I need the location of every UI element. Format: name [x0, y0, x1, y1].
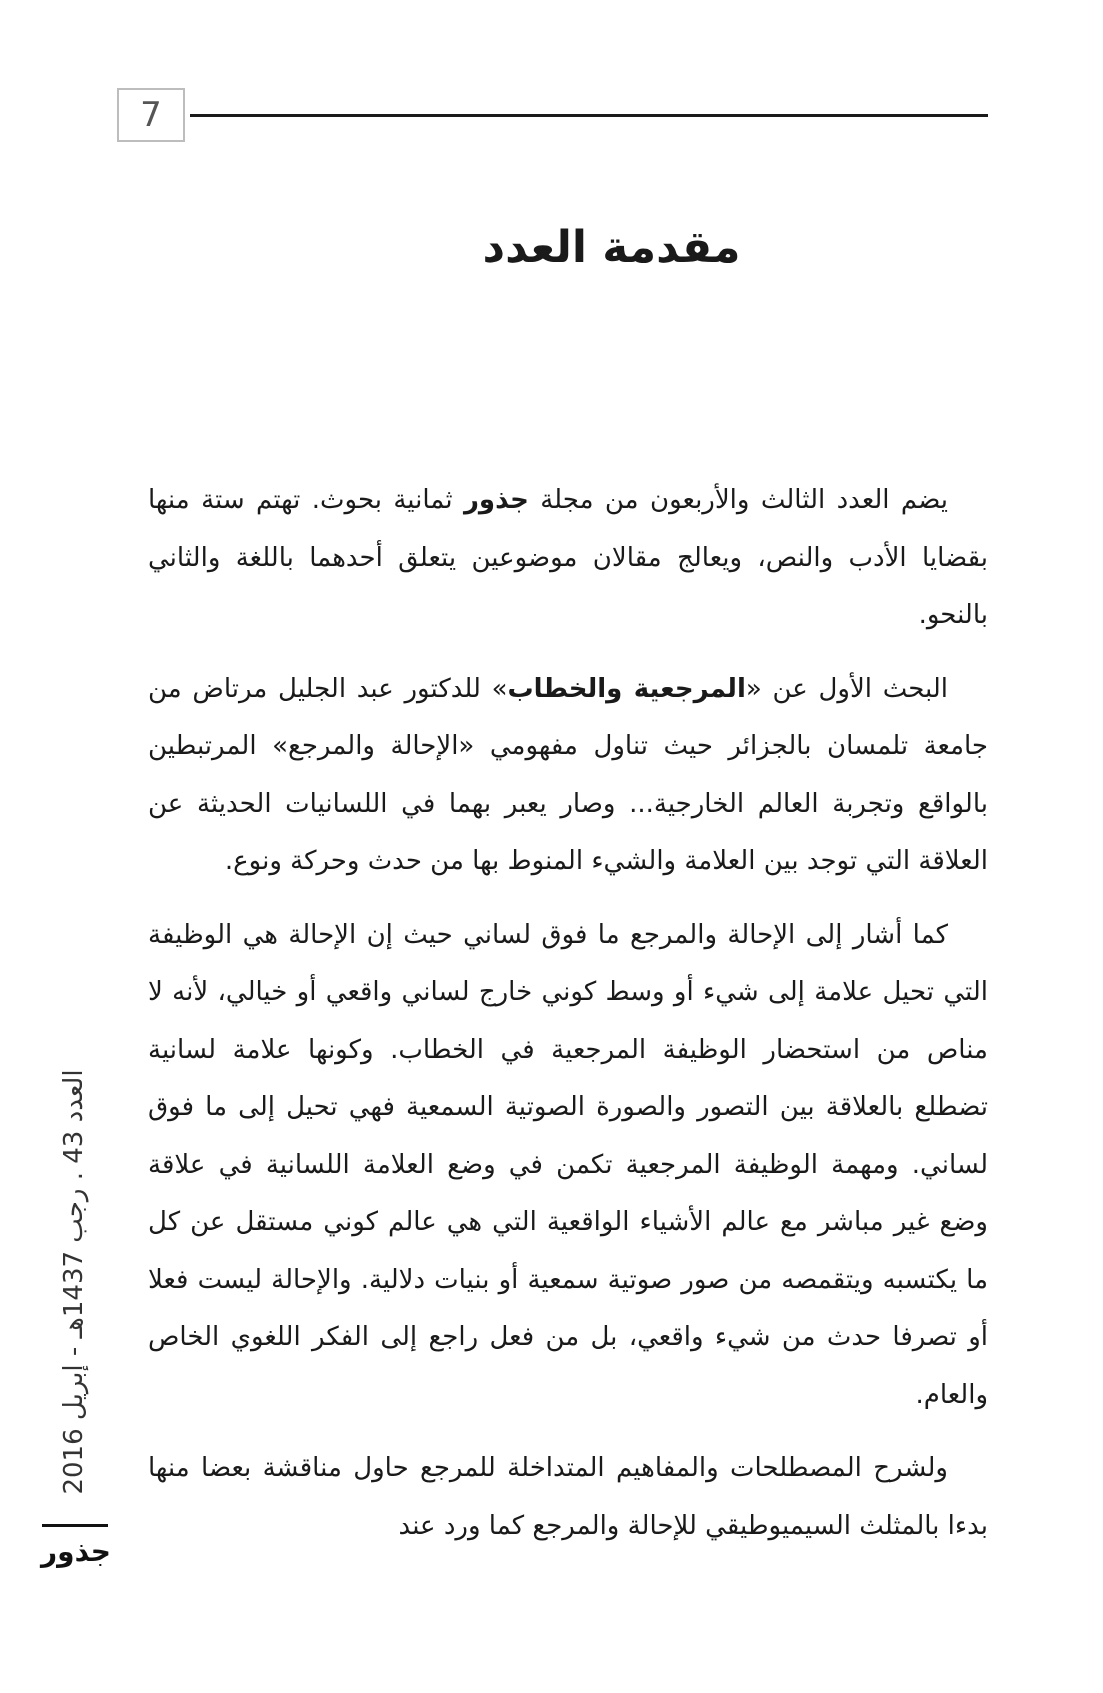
paragraph-2-text-b: » للدكتور عبد الجليل مرتاض من جامعة تلمسان بالجزائر حيث تناول مفهومي «الإحالة والمرجع» المرتبطين بالواقع وتجربة العالم الخارجية... وصار يعبر بهما في اللسانيات الحديثة عن العلاقة التي توجد بين العلامة والشيء المنوط بها من حدث وحركة ونوع. [148, 673, 988, 876]
logo-bar [42, 1524, 108, 1527]
article-title: المرجعية والخطاب [507, 673, 746, 704]
paragraph-1-text-a: يضم العدد الثالث والأربعون من مجلة [528, 485, 948, 515]
page-title: مقدمة العدد [482, 222, 741, 273]
page-number: 7 [117, 88, 185, 142]
header-rule [190, 114, 988, 117]
issue-caption: العدد 43 . رجب 1437هـ - إبريل 2016 [59, 1069, 89, 1495]
journal-name: جذور [463, 485, 529, 515]
paragraph-4-text: ولشرح المصطلحات والمفاهيم المتداخلة للمرجع حاول مناقشة بعضا منها بدءا بالمثلث السيميوطيقي للإحالة والمرجع كما ورد عند [148, 1453, 988, 1541]
body-text [148, 472, 988, 1571]
paragraph-1 [148, 472, 988, 645]
paragraph-2-text-a: البحث الأول عن « [745, 673, 949, 704]
paragraph-2 [148, 661, 988, 891]
paragraph-1-text-b: ثمانية بحوث. تهتم ستة منها بقضايا الأدب والنص، ويعالج مقالان موضوعين يتعلق أحدهما باللغة والثاني بالنحو. [148, 485, 988, 630]
paragraph-4 [148, 1440, 988, 1555]
journal-logo: جذور [41, 1535, 111, 1568]
paragraph-3 [148, 907, 988, 1425]
paragraph-3-text: كما أشار إلى الإحالة والمرجع ما فوق لساني حيث إن الإحالة هي الوظيفة التي تحيل علامة إلى شيء أو وسط كوني خارج لساني واقعي أو خيالي، لأنه لا مناص من استحضار الوظيفة المرجعية في الخطاب. وكونها علامة لسانية تضطلع بالعلاقة بين التصور والصورة الصوتية السمعية فهي تحيل إلى ما فوق لساني. ومهمة الوظيفة المرجعية تكمن في وضع العلامة اللسانية في علاقة وضع غير مباشر مع عالم الأشياء الواقعية التي هي عالم كوني مستقل عن كل ما يكتسبه ويتقمصه من صور صوتية سمعية أو بنيات دلالية. والإحالة ليست فعلا أو تصرفا حدث من شيء واقعي، بل من فعل راجع إلى الفكر اللغوي الخاص والعام. [148, 919, 988, 1410]
